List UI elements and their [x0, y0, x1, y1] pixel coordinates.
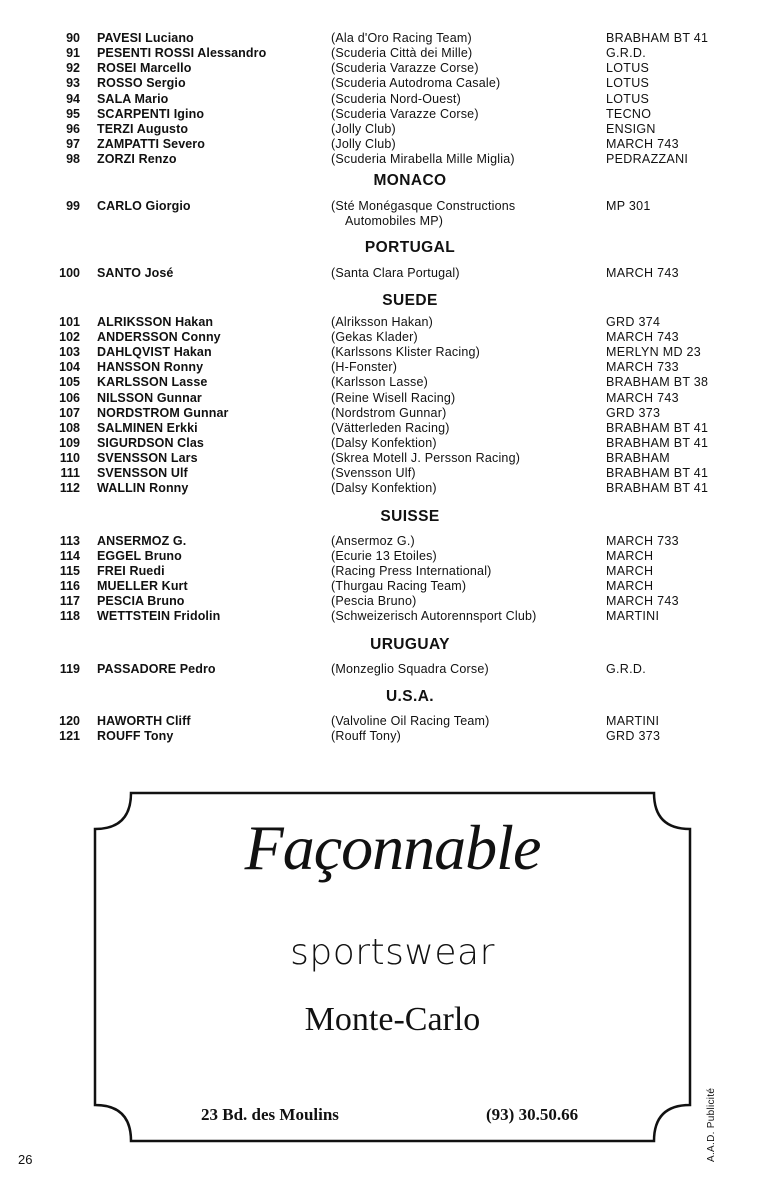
- team-name: (Karlssons Klister Racing): [331, 345, 480, 359]
- car-model: MP 301: [606, 199, 651, 213]
- car-model: MARCH: [606, 564, 654, 578]
- entry-number: 117: [59, 594, 80, 608]
- car-model: MARCH 733: [606, 534, 679, 548]
- team-name: (Svensson Ulf): [331, 466, 416, 480]
- car-model: TECNO: [606, 107, 652, 121]
- entry-number: 104: [59, 360, 80, 374]
- ad-address: 23 Bd. des Moulins: [201, 1105, 339, 1124]
- team-cell: [331, 137, 396, 152]
- entry-number: 101: [59, 315, 80, 329]
- team-name: (Jolly Club): [331, 137, 396, 151]
- driver-name: SIGURDSON Clas: [97, 436, 204, 450]
- driver-name: CARLO Giorgio: [97, 199, 191, 213]
- team-cell: [331, 391, 455, 406]
- entry-row: [0, 406, 783, 421]
- entry-number: 111: [60, 466, 80, 480]
- driver-name: ALRIKSSON Hakan: [97, 315, 214, 329]
- advertisement: [93, 791, 692, 1143]
- entry-number: 95: [66, 107, 80, 121]
- car-model: G.R.D.: [606, 46, 646, 60]
- entry-row: [0, 579, 783, 594]
- team-name: (H-Fonster): [331, 360, 398, 374]
- driver-name: ROSSO Sergio: [97, 76, 186, 90]
- entry-row: [0, 609, 783, 624]
- entry-row: [0, 391, 783, 406]
- team-name: (Vätterleden Racing): [331, 421, 450, 435]
- entry-row: [0, 92, 783, 107]
- entry-number: 102: [59, 330, 80, 344]
- entry-number: 110: [59, 451, 80, 465]
- car-model: MARCH: [606, 579, 654, 593]
- country-heading: PORTUGAL: [364, 239, 456, 256]
- team-cell: [331, 594, 416, 609]
- entry-number: 106: [59, 391, 80, 405]
- car-model: BRABHAM BT 41: [606, 421, 709, 435]
- driver-name: NILSSON Gunnar: [97, 391, 202, 405]
- driver-name: KARLSSON Lasse: [97, 375, 208, 389]
- team-cell: [331, 92, 461, 107]
- car-model: MARCH 743: [606, 266, 679, 280]
- entry-number: 112: [59, 481, 80, 495]
- team-name: (Nordstrom Gunnar): [331, 406, 447, 420]
- team-name: (Scuderia Varazze Corse): [331, 61, 479, 75]
- entry-row: [0, 375, 783, 390]
- team-name: (Scuderia Nord-Ouest): [331, 92, 461, 106]
- team-name: (Thurgau Racing Team): [331, 579, 467, 593]
- driver-name: ANDERSSON Conny: [97, 330, 221, 344]
- team-cell: [331, 76, 500, 91]
- car-model: MARCH: [606, 549, 654, 563]
- car-model: MARCH 733: [606, 360, 679, 374]
- entry-row: [0, 31, 783, 46]
- entry-number: 96: [66, 122, 80, 136]
- team-name: (Ecurie 13 Etoiles): [331, 549, 437, 563]
- team-cell: [331, 266, 460, 281]
- car-model: G.R.D.: [606, 662, 646, 676]
- entry-row: [0, 330, 783, 345]
- team-cell: [331, 436, 437, 451]
- team-name: (Ala d'Oro Racing Team): [331, 31, 472, 45]
- driver-name: PESCIA Bruno: [97, 594, 185, 608]
- driver-name: HANSSON Ronny: [97, 360, 204, 374]
- entry-row: [0, 315, 783, 330]
- entry-number: 100: [59, 266, 80, 280]
- driver-name: ANSERMOZ G.: [97, 534, 187, 548]
- car-model: MARCH 743: [606, 391, 679, 405]
- entry-row: [0, 107, 783, 122]
- driver-name: SALA Mario: [97, 92, 169, 106]
- team-cell: [331, 549, 437, 564]
- entry-row: [0, 122, 783, 137]
- team-cell: [331, 375, 428, 390]
- team-name: (Schweizerisch Autorennsport Club): [331, 609, 537, 623]
- car-model: BRABHAM: [606, 451, 670, 465]
- entry-number: 116: [59, 579, 80, 593]
- team-name-continued: Automobiles MP): [345, 214, 444, 228]
- team-name: (Scuderia Autodroma Casale): [331, 76, 501, 90]
- team-name: (Skrea Motell J. Persson Racing): [331, 451, 521, 465]
- country-heading: URUGUAY: [370, 636, 450, 653]
- team-cell: [331, 46, 472, 61]
- team-name: (Valvoline Oil Racing Team): [331, 714, 490, 728]
- team-name: (Dalsy Konfektion): [331, 481, 437, 495]
- entry-number: 90: [66, 31, 80, 45]
- team-cell: [331, 345, 480, 360]
- entry-row: [0, 345, 783, 360]
- team-cell: [331, 330, 418, 345]
- entry-row: [0, 266, 783, 281]
- team-cell: [331, 152, 515, 167]
- entry-row: [0, 360, 783, 375]
- car-model: MARCH 743: [606, 594, 679, 608]
- driver-name: ROUFF Tony: [97, 729, 174, 743]
- entry-row: [0, 729, 783, 744]
- team-cell: [331, 406, 446, 421]
- ad-credit: A.A.D. Publicité: [706, 1087, 717, 1162]
- driver-name: FREI Ruedi: [97, 564, 165, 578]
- car-model: BRABHAM BT 41: [606, 466, 709, 480]
- entry-number: 94: [66, 92, 80, 106]
- team-name: (Ansermoz G.): [331, 534, 415, 548]
- team-cell: [331, 534, 415, 549]
- team-cell: [331, 579, 466, 594]
- team-name: (Pescia Bruno): [331, 594, 417, 608]
- car-model: MARTINI: [606, 714, 660, 728]
- driver-name: HAWORTH Cliff: [97, 714, 191, 728]
- entry-number: 98: [66, 152, 80, 166]
- team-cell: [331, 714, 489, 729]
- team-name: (Monzeglio Squadra Corse): [331, 662, 489, 676]
- team-cell: [331, 662, 489, 677]
- team-name: (Gekas Klader): [331, 330, 418, 344]
- entry-row: [0, 662, 783, 677]
- team-cell: [331, 315, 433, 330]
- team-cell: [331, 451, 520, 466]
- car-model: BRABHAM BT 41: [606, 436, 709, 450]
- car-model: GRD 374: [606, 315, 661, 329]
- entry-row: [0, 549, 783, 564]
- country-heading: SUEDE: [382, 292, 438, 309]
- driver-name: ZORZI Renzo: [97, 152, 177, 166]
- entry-row: [0, 76, 783, 91]
- entry-row: [0, 61, 783, 76]
- page-number: 26: [18, 1152, 33, 1167]
- entry-number: 114: [59, 549, 80, 563]
- team-cell: [331, 466, 416, 481]
- car-model: ENSIGN: [606, 122, 656, 136]
- entry-row: [0, 46, 783, 61]
- car-model: LOTUS: [606, 76, 650, 90]
- country-heading: U.S.A.: [385, 688, 435, 705]
- entry-number: 108: [59, 421, 80, 435]
- driver-name: DAHLQVIST Hakan: [97, 345, 212, 359]
- driver-name: EGGEL Bruno: [97, 549, 182, 563]
- entry-number: 120: [59, 714, 80, 728]
- ad-tagline: sportswear: [290, 932, 495, 973]
- entry-row: [0, 466, 783, 481]
- team-name: (Jolly Club): [331, 122, 396, 136]
- team-cell: [331, 360, 397, 375]
- country-heading: MONACO: [373, 172, 447, 189]
- team-cell: [331, 199, 515, 229]
- driver-name: SVENSSON Ulf: [97, 466, 188, 480]
- team-name: (Dalsy Konfektion): [331, 436, 437, 450]
- team-name: (Rouff Tony): [331, 729, 402, 743]
- car-model: GRD 373: [606, 406, 661, 420]
- team-name: (Scuderia Mirabella Mille Miglia): [331, 152, 515, 166]
- team-name: (Scuderia Varazze Corse): [331, 107, 479, 121]
- entry-number: 105: [59, 375, 80, 389]
- team-cell: [331, 122, 396, 137]
- driver-name: PESENTI ROSSI Alessandro: [97, 46, 267, 60]
- entry-number: 109: [59, 436, 80, 450]
- entry-number: 93: [66, 76, 80, 90]
- entry-row: [0, 152, 783, 167]
- driver-name: NORDSTROM Gunnar: [97, 406, 229, 420]
- car-model: MARCH 743: [606, 330, 679, 344]
- team-cell: [331, 729, 401, 744]
- driver-name: WETTSTEIN Fridolin: [97, 609, 221, 623]
- entry-number: 118: [59, 609, 80, 623]
- team-name: (Scuderia Città dei Mille): [331, 46, 473, 60]
- entry-number: 99: [66, 199, 80, 213]
- team-name: (Alriksson Hakan): [331, 315, 434, 329]
- team-name: (Santa Clara Portugal): [331, 266, 460, 280]
- driver-name: SALMINEN Erkki: [97, 421, 198, 435]
- driver-name: SVENSSON Lars: [97, 451, 198, 465]
- driver-name: PAVESI Luciano: [97, 31, 194, 45]
- entry-row: [0, 564, 783, 579]
- car-model: MARTINI: [606, 609, 660, 623]
- entry-number: 115: [59, 564, 80, 578]
- entry-row: [0, 421, 783, 436]
- entry-row: [0, 137, 783, 152]
- entry-number: 121: [59, 729, 80, 743]
- team-name: (Racing Press International): [331, 564, 492, 578]
- car-model: PEDRAZZANI: [606, 152, 689, 166]
- entry-number: 119: [59, 662, 80, 676]
- team-name: (Sté Monégasque Constructions: [331, 199, 516, 213]
- entry-row: [0, 481, 783, 496]
- driver-name: ROSEI Marcello: [97, 61, 192, 75]
- team-name: (Reine Wisell Racing): [331, 391, 456, 405]
- entry-row: [0, 436, 783, 451]
- ad-city: Monte-Carlo: [304, 1001, 481, 1038]
- driver-name: SANTO José: [97, 266, 174, 280]
- ad-phone: (93) 30.50.66: [486, 1105, 579, 1124]
- entry-number: 107: [59, 406, 80, 420]
- driver-name: PASSADORE Pedro: [97, 662, 216, 676]
- team-cell: [331, 564, 492, 579]
- team-cell: [331, 481, 437, 496]
- team-cell: [331, 609, 537, 624]
- car-model: MERLYN MD 23: [606, 345, 702, 359]
- driver-name: MUELLER Kurt: [97, 579, 188, 593]
- team-cell: [331, 107, 479, 122]
- car-model: MARCH 743: [606, 137, 679, 151]
- entry-row: [0, 199, 783, 228]
- car-model: BRABHAM BT 38: [606, 375, 709, 389]
- entry-number: 103: [59, 345, 80, 359]
- entry-number: 97: [66, 137, 80, 151]
- entry-row: [0, 534, 783, 549]
- entry-number: 113: [59, 534, 80, 548]
- team-cell: [331, 61, 479, 76]
- ad-brand: Façonnable: [244, 812, 541, 883]
- car-model: BRABHAM BT 41: [606, 481, 709, 495]
- driver-name: TERZI Augusto: [97, 122, 189, 136]
- driver-name: SCARPENTI Igino: [97, 107, 205, 121]
- entry-number: 91: [66, 46, 80, 60]
- car-model: LOTUS: [606, 92, 650, 106]
- entry-row: [0, 451, 783, 466]
- team-name: (Karlsson Lasse): [331, 375, 428, 389]
- entry-row: [0, 594, 783, 609]
- country-heading: SUISSE: [380, 508, 440, 525]
- driver-name: WALLIN Ronny: [97, 481, 189, 495]
- entry-row: [0, 714, 783, 729]
- car-model: BRABHAM BT 41: [606, 31, 709, 45]
- car-model: GRD 373: [606, 729, 661, 743]
- team-cell: [331, 421, 450, 436]
- entry-number: 92: [66, 61, 80, 75]
- car-model: LOTUS: [606, 61, 650, 75]
- driver-name: ZAMPATTI Severo: [97, 137, 205, 151]
- team-cell: [331, 31, 472, 46]
